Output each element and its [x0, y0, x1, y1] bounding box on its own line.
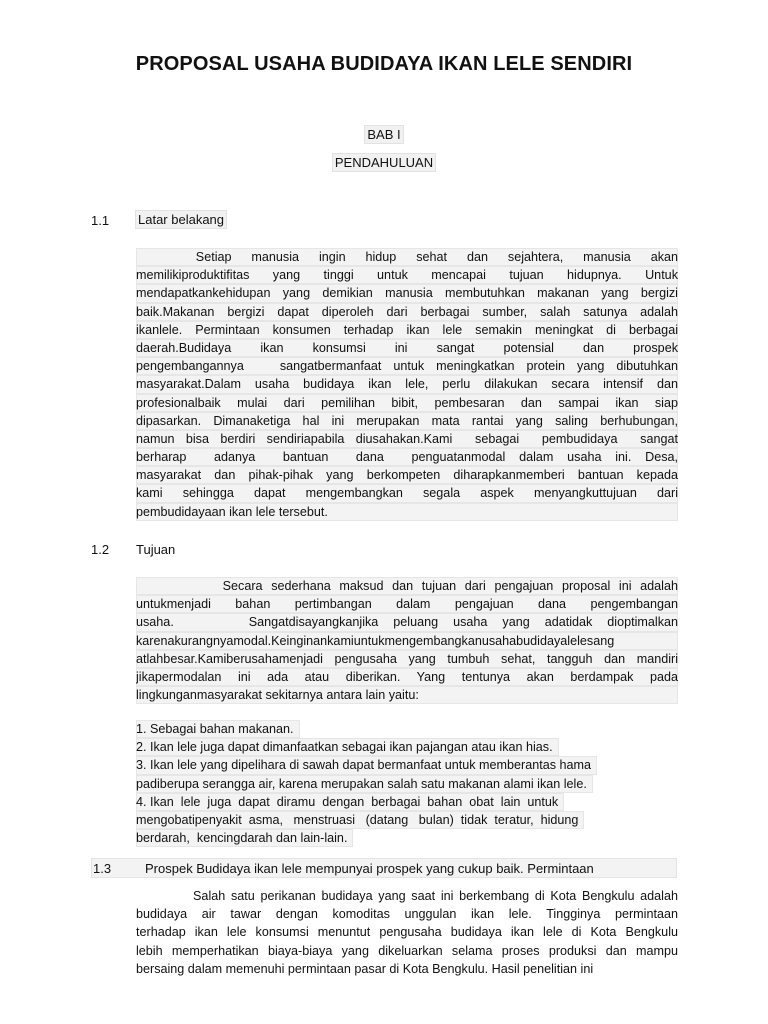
paragraph-line — [136, 632, 678, 650]
list-line — [136, 720, 676, 738]
paragraph-line — [136, 905, 678, 923]
paragraph-line — [136, 503, 678, 521]
chapter-title: PENDAHULUAN — [334, 155, 434, 170]
section-number-1-3: 1.3 — [93, 861, 112, 876]
line-text: 1. Sebagai bahan makanan. — [136, 720, 300, 738]
line-text: atlahbesar.Kamiberusahamenjadi pengusaha yang tumbuh sehat, tangguh dan mandiri — [136, 650, 678, 668]
line-text: 2. Ikan lele juga dapat dimanfaatkan sebagai ikan pajangan atau ikan hias. — [136, 738, 559, 756]
paragraph-line — [136, 448, 678, 466]
section-number-1-1: 1.1 — [91, 213, 110, 228]
list-line — [136, 756, 676, 774]
line-text: Salah satu perikanan budidaya yang saat ini berkembang di Kota Bengkulu adalah — [136, 889, 678, 903]
section-heading-tujuan: Tujuan — [136, 542, 176, 557]
paragraph-line — [136, 412, 678, 430]
list-line — [136, 738, 676, 756]
line-text: mengobatipenyakit asma, menstruasi (datang bulan) tidak teratur, hidung — [136, 811, 584, 829]
paragraph-line — [136, 394, 678, 412]
paragraph-line — [136, 650, 678, 668]
line-text: namun bisa berdiri sendiriapabila diusahakan.Kami sebagai pembudidaya sangat — [136, 430, 678, 448]
paragraph-line — [136, 303, 678, 321]
paragraph-latar-belakang — [136, 248, 678, 521]
line-text: padiberupa serangga air, karena merupakan salah satu makanan alami ikan lele. — [136, 775, 593, 793]
paragraph-line — [136, 686, 678, 704]
line-text: budidaya air tawar dengan komoditas unggulan ikan lele. Tingginya permintaan — [136, 907, 678, 922]
line-text: memilikiproduktifitas yang tinggi untuk mencapai tujuan hidupnya. Untuk — [136, 266, 678, 284]
paragraph-prospek — [136, 887, 678, 978]
paragraph-line — [136, 284, 678, 302]
line-text: lingkunganmasyarakat sekitarnya antara lain yaitu: — [136, 686, 678, 704]
list-line — [136, 793, 676, 811]
line-text: berharap adanya bantuan dana penguatanmodal dalam usaha ini. Desa, — [136, 448, 678, 466]
line-text: berdarah, kencingdarah dan lain-lain. — [136, 829, 353, 847]
tujuan-list — [136, 720, 676, 847]
paragraph-line — [136, 484, 678, 502]
paragraph-line — [136, 357, 678, 375]
paragraph-line — [136, 430, 678, 448]
section-1-3-row — [91, 858, 677, 878]
line-text: untukmenjadi bahan pertimbangan dalam pengajuan dana pengembangan — [136, 595, 678, 613]
line-text: 4. Ikan lele juga dapat diramu dengan berbagai bahan obat lain untuk — [136, 793, 564, 811]
paragraph-line — [136, 942, 678, 960]
paragraph-line — [136, 577, 678, 595]
line-text: bersaing dalam memenuhi permintaan pasar di Kota Bengkulu. Hasil penelitian ini — [136, 961, 594, 976]
paragraph-line — [136, 960, 678, 978]
line-text: profesionalbaik mulai dari pemilihan bibit, pembesaran dan sampai ikan siap — [136, 394, 678, 412]
line-text: 3. Ikan lele yang dipelihara di sawah dapat bermanfaat untuk memberantas hama — [136, 756, 597, 774]
line-text: terhadap ikan lele konsumsi menuntut pengusaha budidaya ikan lele di Kota Bengkulu — [136, 925, 678, 940]
section-number-1-2: 1.2 — [91, 542, 110, 557]
chapter-label: BAB I — [367, 127, 401, 142]
line-text: baik.Makanan bergizi dapat diperoleh dari berbagai sumber, salah satunya adalah — [136, 303, 678, 321]
paragraph-line — [136, 248, 678, 266]
section-heading-latar-belakang: Latar belakang — [138, 212, 225, 227]
line-text: Setiap manusia ingin hidup sehat dan sejahtera, manusia akan — [136, 248, 678, 266]
line-text: lebih memperhatikan biaya-biaya yang dikeluarkan selama proses produksi dan mampu — [136, 943, 678, 958]
paragraph-line — [136, 668, 678, 686]
list-line — [136, 775, 676, 793]
line-text: Secara sederhana maksud dan tujuan dari pengajuan proposal ini adalah — [136, 577, 678, 595]
list-line — [136, 811, 676, 829]
line-text: kami sehingga dapat mengembangkan segala aspek menyangkuttujuan dari — [136, 484, 678, 502]
line-text: ikanlele. Permintaan konsumen terhadap ikan lele semakin meningkat di berbagai — [136, 321, 678, 339]
line-text: mendapatkankehidupan yang demikian manusia membutuhkan makanan yang bergizi — [136, 284, 678, 302]
line-text: masyarakat.Dalam usaha budidaya ikan lele, perlu dilakukan secara intensif dan — [136, 375, 678, 393]
paragraph-line — [136, 339, 678, 357]
line-text: daerah.Budidaya ikan konsumsi ini sangat potensial dan prospek — [136, 339, 678, 357]
line-text: pembudidayaan ikan lele tersebut. — [136, 503, 678, 521]
line-text: dipasarkan. Dimanaketiga hal ini merupakan mata rantai yang saling berhubungan, — [136, 412, 678, 430]
paragraph-line — [136, 375, 678, 393]
line-text: jikapermodalan ini ada atau diberikan. Yang tentunya akan berdampak pada — [136, 668, 678, 686]
line-text: masyarakat dan pihak-pihak yang berkompeten diharapkanmemberi bantuan kepada — [136, 466, 678, 484]
paragraph-line — [136, 266, 678, 284]
paragraph-line — [136, 595, 678, 613]
paragraph-line — [136, 887, 678, 905]
paragraph-tujuan — [136, 577, 678, 704]
document-title: PROPOSAL USAHA BUDIDAYA IKAN LELE SENDIRI — [135, 53, 633, 75]
line-text: karenakurangnyamodal.Keinginankamiuntukmengembangkanusahabudidayalelesang — [136, 632, 678, 650]
paragraph-line — [136, 321, 678, 339]
section-heading-prospek: Prospek Budidaya ikan lele mempunyai prospek yang cukup baik. Permintaan — [145, 861, 594, 876]
list-line — [136, 829, 676, 847]
line-text: usaha. Sangatdisayangkanjika peluang usaha yang adatidak dioptimalkan — [136, 613, 678, 631]
paragraph-line — [136, 466, 678, 484]
paragraph-line — [136, 613, 678, 631]
line-text: pengembangannya sangatbermanfaat untuk meningkatkan protein yang dibutuhkan — [136, 357, 678, 375]
paragraph-line — [136, 923, 678, 941]
